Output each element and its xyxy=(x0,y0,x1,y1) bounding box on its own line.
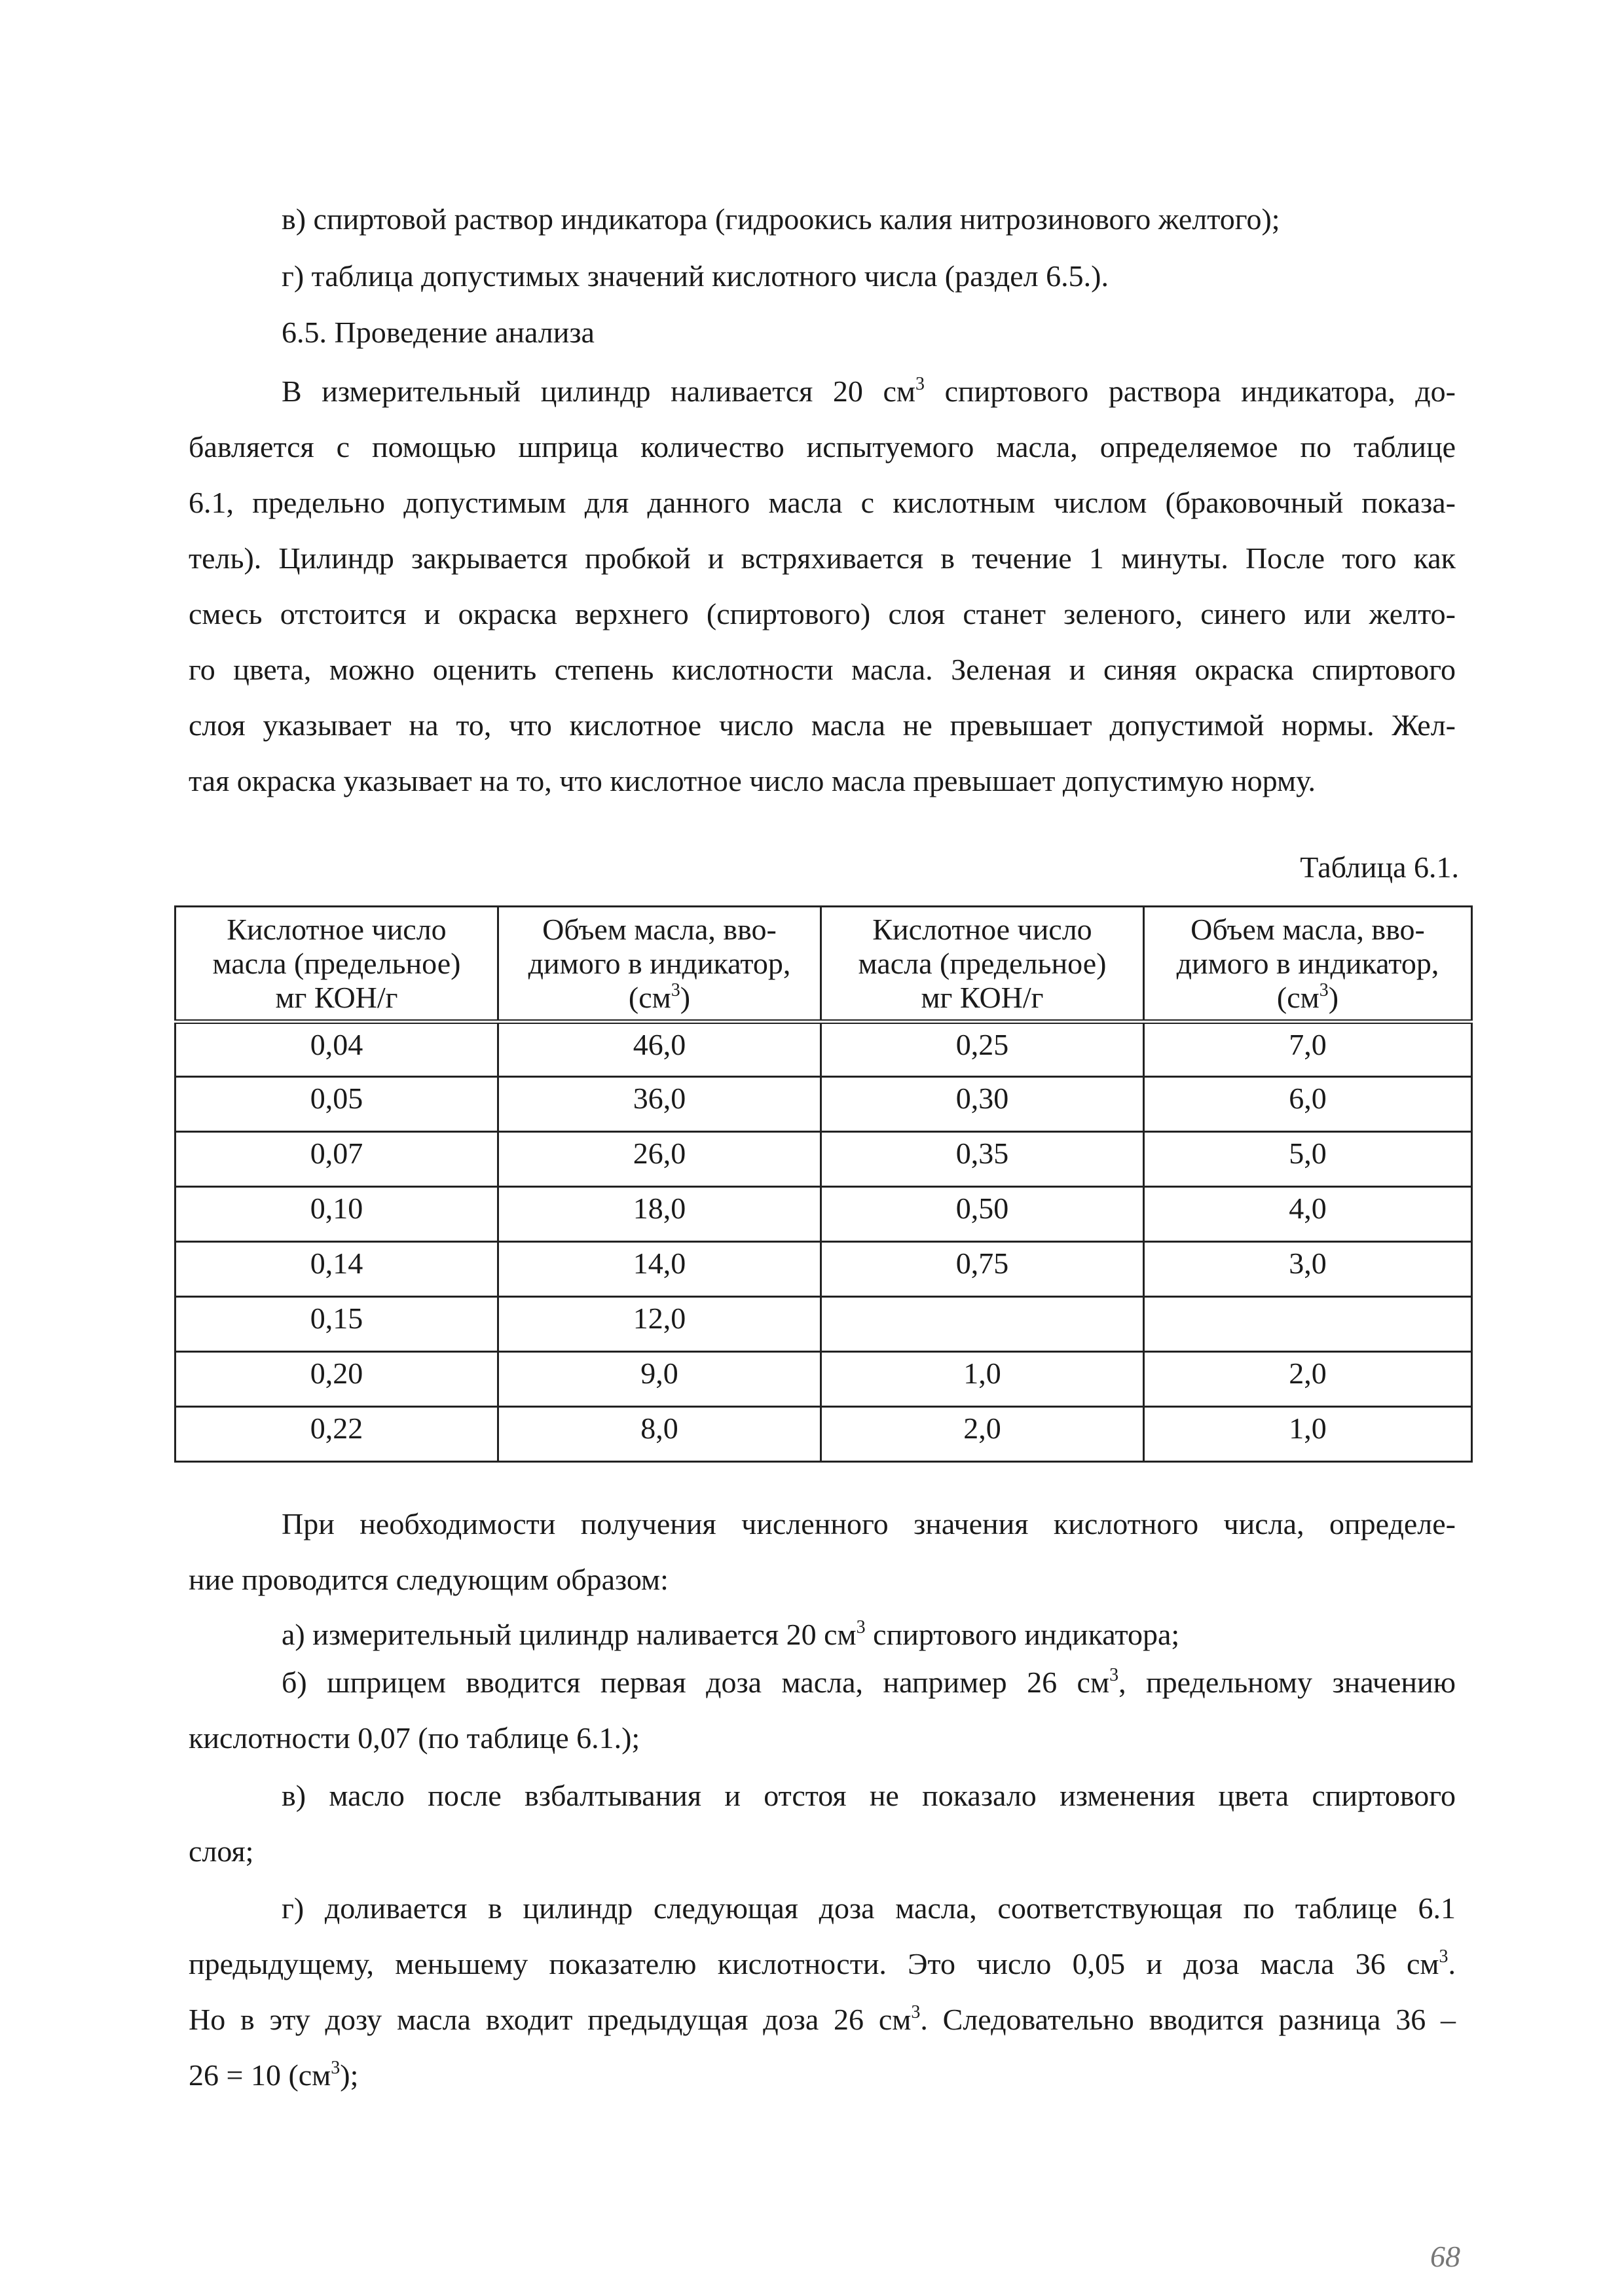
section-heading: 6.5. Проведение анализа xyxy=(282,316,595,349)
table-cell: 12,0 xyxy=(498,1297,821,1352)
table-row xyxy=(175,1242,1472,1297)
header-acid-number-2: Кислотное число масла (предельное) мг КОН/г xyxy=(821,907,1144,1022)
header-acid-number-1: Кислотное число масла (предельное) мг КОН/г xyxy=(175,907,498,1022)
paragraph-line: го цвета, можно оценить степень кислотности масла. Зеленая и синяя окраска спиртового xyxy=(189,653,1456,686)
table-row xyxy=(175,1187,1472,1242)
list-item-g: г) таблица допустимых значений кислотного числа (раздел 6.5.). xyxy=(282,259,1109,293)
table-cell: 14,0 xyxy=(498,1242,821,1297)
paragraph-numeric-method xyxy=(189,1496,1456,1607)
table-cell: 18,0 xyxy=(498,1187,821,1242)
paragraph-line: тая окраска указывает на то, что кислотное число масла превышает допустимую норму. xyxy=(189,764,1316,797)
table-cell: 0,35 xyxy=(821,1132,1144,1187)
header-oil-volume-1: Объем масла, вво- димого в индикатор, $(см^3)$ xyxy=(498,907,821,1022)
table-row xyxy=(175,1297,1472,1352)
list-item-v: в) спиртовой раствор индикатора (гидроокись калия нитрозинового желтого); xyxy=(282,202,1280,236)
table-cell: 2,0 xyxy=(821,1407,1144,1462)
paragraph-line: ние проводится следующим образом: xyxy=(189,1563,669,1596)
table-cell: 0,15 xyxy=(175,1297,498,1352)
paragraph-line: в) масло после взбалтывания и отстоя не показало изменения цвета спиртового xyxy=(282,1779,1456,1812)
table-row xyxy=(175,1077,1472,1132)
paragraph-line: предыдущему, меньшему показателю кислотности. Это число 0,05 и доза масла 36 $см^3$. xyxy=(189,1946,1456,1980)
paragraph-line: кислотности 0,07 (по таблице 6.1.); xyxy=(189,1721,640,1755)
table-row xyxy=(175,1352,1472,1407)
paragraph-line: г) доливается в цилиндр следующая доза масла, соответствующая по таблице 6.1 xyxy=(282,1891,1456,1925)
step-b xyxy=(189,1654,1456,1766)
paragraph-procedure xyxy=(189,363,1456,809)
table-cell: 0,14 xyxy=(175,1242,498,1297)
table-cell: 46,0 xyxy=(498,1022,821,1077)
step-a: а) измерительный цилиндр наливается 20 $см^3$ спиртового индикатора; xyxy=(282,1617,1180,1651)
header-oil-volume-2: Объем масла, вво- димого в индикатор, $(см^3)$ xyxy=(1144,907,1472,1022)
paragraph-line: слоя указывает на то, что кислотное число масла не превышает допустимой нормы. Жел- xyxy=(189,708,1456,742)
table-cell: 0,20 xyxy=(175,1352,498,1407)
paragraph-line: тель). Цилиндр закрывается пробкой и встряхивается в течение 1 минуты. После того как xyxy=(189,541,1456,575)
table-cell: 2,0 xyxy=(1144,1352,1472,1407)
table-row xyxy=(175,1132,1472,1187)
table-cell: 0,30 xyxy=(821,1077,1144,1132)
table-cell: 26,0 xyxy=(498,1132,821,1187)
paragraph-line: смесь отстоится и окраска верхнего (спиртового) слоя станет зеленого, синего или желто- xyxy=(189,597,1456,630)
paragraph-line: бавляется с помощью шприца количество испытуемого масла, определяемое по таблице xyxy=(189,430,1456,464)
paragraph-line: 26 = 10 $(см^3)$; xyxy=(189,2058,359,2092)
table-cell: 0,05 xyxy=(175,1077,498,1132)
step-v xyxy=(189,1768,1456,1879)
table-cell: 1,0 xyxy=(1144,1407,1472,1462)
page-number: 68 xyxy=(1430,2240,1460,2273)
step-g xyxy=(189,1880,1456,2103)
table-header-row xyxy=(175,907,1472,1022)
table-cell: 0,07 xyxy=(175,1132,498,1187)
table-cell: 5,0 xyxy=(1144,1132,1472,1187)
table-cell: 0,22 xyxy=(175,1407,498,1462)
table-cell: 1,0 xyxy=(821,1352,1144,1407)
table-cell: 0,04 xyxy=(175,1022,498,1077)
table-row xyxy=(175,1407,1472,1462)
paragraph-line: слоя; xyxy=(189,1834,254,1868)
table-cell: 36,0 xyxy=(498,1077,821,1132)
table-cell xyxy=(821,1297,1144,1352)
acid-number-table xyxy=(174,905,1473,1463)
table-cell: 6,0 xyxy=(1144,1077,1472,1132)
paragraph-line: Но в эту дозу масла входит предыдущая доза 26 $см^3$. Следовательно вводится разница 36 – xyxy=(189,2002,1456,2036)
paragraph-line: б) шприцем вводится первая доза масла, например 26 $см^3$, предельному значению xyxy=(282,1665,1456,1699)
table-cell xyxy=(1144,1297,1472,1352)
table-cell: 0,75 xyxy=(821,1242,1144,1297)
table-row xyxy=(175,1022,1472,1077)
table-cell: 0,10 xyxy=(175,1187,498,1242)
table-cell: 8,0 xyxy=(498,1407,821,1462)
table-cell: 0,25 xyxy=(821,1022,1144,1077)
table-cell: 3,0 xyxy=(1144,1242,1472,1297)
paragraph-line: При необходимости получения численного значения кислотного числа, определе- xyxy=(282,1507,1456,1540)
table-cell: 0,50 xyxy=(821,1187,1144,1242)
paragraph-line: 6.1, предельно допустимым для данного масла с кислотным числом (браковочный показа- xyxy=(189,486,1456,519)
table-cell: 7,0 xyxy=(1144,1022,1472,1077)
table-cell: 4,0 xyxy=(1144,1187,1472,1242)
table-cell: 9,0 xyxy=(498,1352,821,1407)
paragraph-line: В измерительный цилиндр наливается 20 $см^3$ спиртового раствора индикатора, до- xyxy=(282,374,1456,408)
table-caption: Таблица 6.1. xyxy=(1300,850,1459,884)
